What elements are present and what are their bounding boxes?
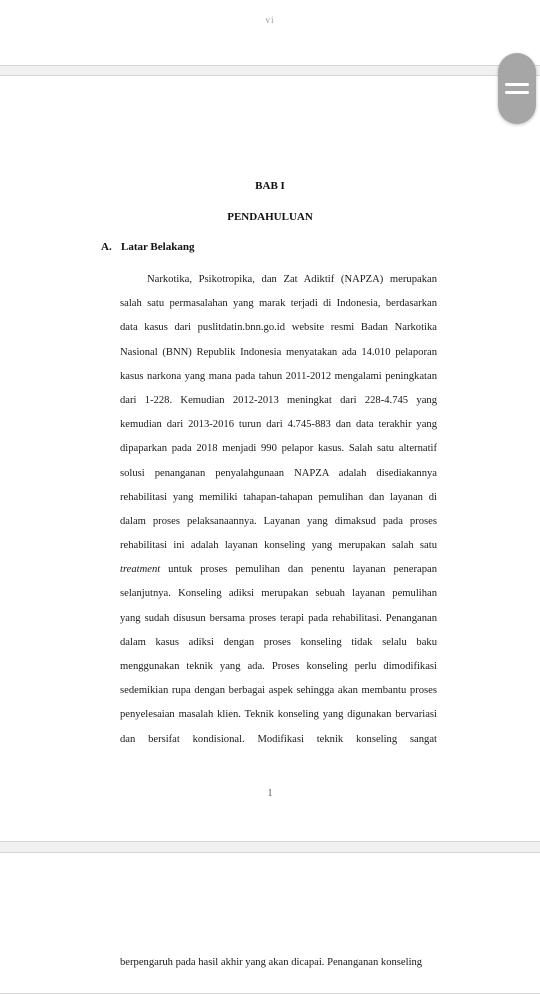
paragraph-line — [120, 413, 437, 437]
section-heading — [101, 241, 194, 253]
section-title: Latar Belakang — [121, 241, 195, 253]
italic-term: treatment — [120, 564, 161, 576]
line-text: menggunakan teknik yang ada. Proses konseling perlu dimodifikasi — [120, 661, 437, 672]
paragraph-line — [120, 655, 437, 679]
line-text: data kasus dari puslitdatin.bnn.go.id website resmi Badan Narkotika — [120, 322, 437, 334]
paragraph-line — [120, 292, 437, 316]
paragraph-line — [120, 268, 437, 292]
line-text: Nasional (BNN) Republik Indonesia menyatakan ada 14.010 pelaporan — [120, 346, 437, 358]
line-text: dalam proses pelaksanaannya. Layanan yang dimaksud pada proses — [120, 515, 437, 527]
body-paragraph — [120, 268, 437, 752]
line-text: dipaparkan pada 2018 menjadi 990 pelapor kasus. Salah satu alternatif — [120, 443, 437, 455]
line-text: dalam kasus adiksi dengan proses konseling tidak selalu baku — [120, 636, 437, 648]
chapter-title: PENDAHULUAN — [227, 211, 313, 223]
line-text: Narkotika, Psikotropika, dan Zat Adiktif (NAPZA) merupakan — [147, 274, 437, 285]
line-text: sedemikian rupa dengan berbagai aspek sehingga akan membantu proses — [120, 685, 437, 697]
line-text: solusi penanganan penyalahgunaan NAPZA adalah disediakannya — [120, 467, 437, 479]
line-text: kasus narkona yang mana pada tahun 2011-2012 mengalami peningkatan — [120, 370, 437, 382]
paragraph-line — [120, 582, 437, 606]
next-page-text-line: berpengaruh pada hasil akhir yang akan dicapai. Penanganan konseling — [120, 957, 423, 968]
current-page — [0, 75, 540, 842]
paragraph-line — [120, 607, 437, 631]
paragraph-line — [120, 341, 437, 365]
section-letter: A. — [101, 241, 112, 253]
paragraph-line — [120, 728, 437, 752]
line-text: yang sudah disusun bersama proses terapi pada rehabilitasi. Penanganan — [120, 612, 437, 624]
line-text: dan bersifat kondisional. Modifikasi teknik konseling sangat — [120, 733, 437, 745]
line-text: rehabilitasi yang memiliki tahapan-tahapan pemulihan dan layanan di — [120, 491, 437, 503]
page-number: 1 — [267, 788, 273, 799]
paragraph-line — [120, 679, 437, 703]
line-text: rehabilitasi ini adalah layanan konseling yang merupakan salah satu — [120, 540, 437, 552]
hamburger-menu-icon — [505, 83, 529, 86]
paragraph-line — [120, 534, 437, 558]
paragraph-line — [120, 558, 437, 582]
next-page — [0, 852, 540, 994]
paragraph-line — [120, 631, 437, 655]
line-text: penyelesaian masalah klien. Teknik konseling yang digunakan bervariasi — [120, 709, 437, 721]
paragraph-line — [120, 437, 437, 461]
line-text: kemudian dari 2013-2016 turun dari 4.745-883 dan data terakhir yang — [120, 419, 437, 431]
menu-button[interactable] — [498, 53, 536, 124]
paragraph-line — [120, 365, 437, 389]
line-text: salah satu permasalahan yang marak terjadi di Indonesia, berdasarkan — [120, 298, 437, 310]
previous-page-number: vi — [265, 15, 275, 25]
hamburger-menu-icon-bar — [505, 91, 529, 94]
paragraph-line — [120, 316, 437, 340]
paragraph-line — [120, 510, 437, 534]
chapter-label: BAB I — [255, 180, 285, 192]
paragraph-line — [120, 462, 437, 486]
paragraph-line — [120, 486, 437, 510]
line-text: selanjutnya. Konseling adiksi merupakan sebuah layanan pemulihan — [120, 588, 437, 600]
line-text: dari 1-228. Kemudian 2012-2013 meningkat dari 228-4.745 yang — [120, 394, 437, 406]
paragraph-line — [120, 389, 437, 413]
previous-page — [0, 0, 540, 66]
paragraph-line — [120, 703, 437, 727]
line-text: untuk proses pemulihan dan penentu layanan penerapan — [160, 564, 437, 576]
